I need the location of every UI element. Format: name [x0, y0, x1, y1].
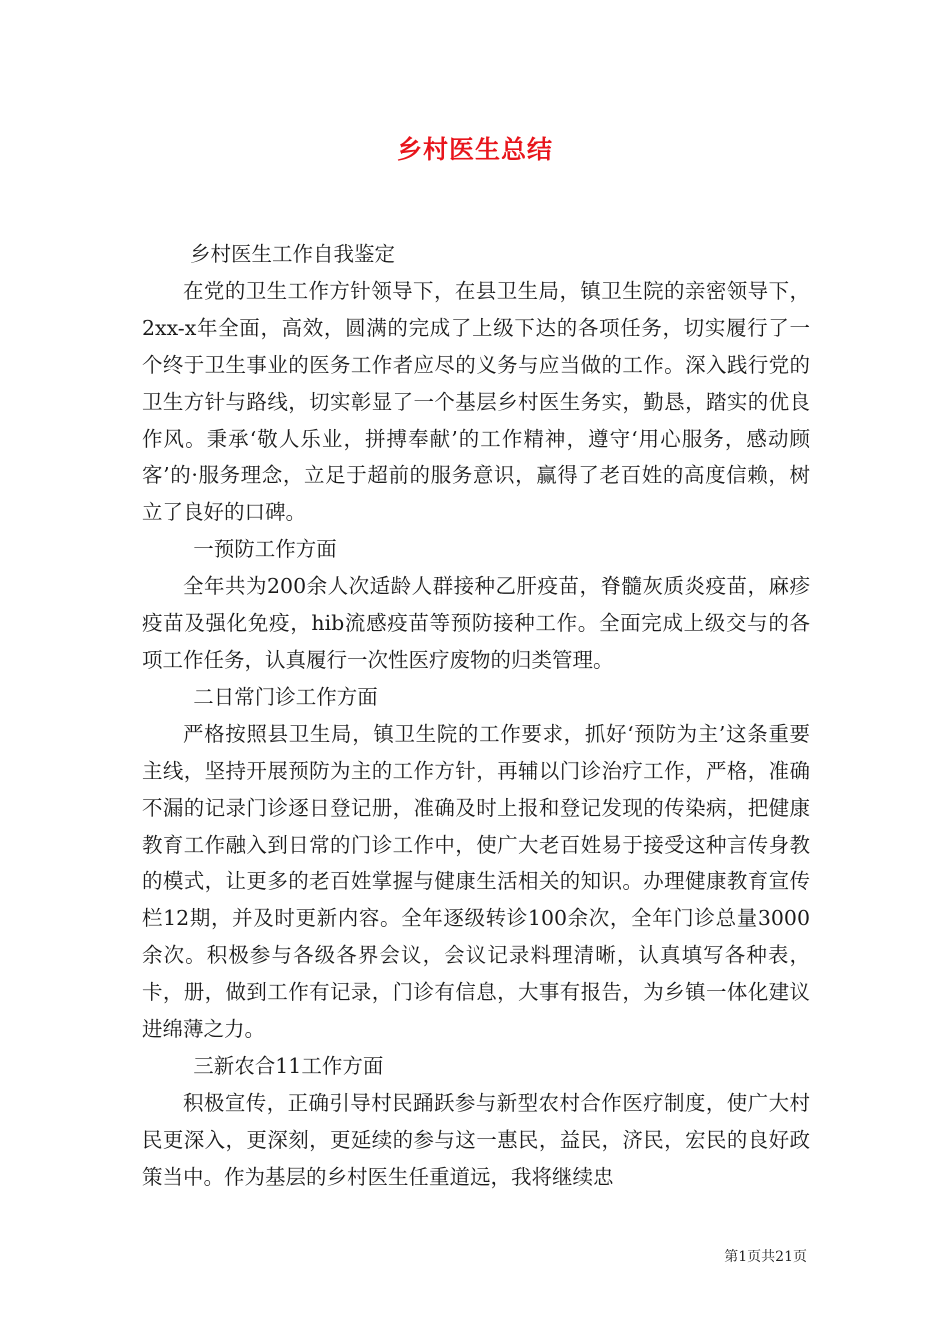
body-paragraph-clinic: 严格按照县卫生局，镇卫生院的工作要求，抓好‘预防为主’这条重要主线，坚持开展预防为主的工作方针，再辅以门诊治疗工作，严格，准确不漏的记录门诊逐日登记册，准确及时上报和登记发现的传染病，把健康教育工作融入到日常的门诊工作中，使广大老百姓易于接受这种言传身教的模式，让更多的老百姓掌握与健康生活相关的知识。办理健康教育宣传栏12期，并及时更新内容。全年逐级转诊100余次，全年门诊总量3000余次。积极参与各级各界会议，会议记录料理清晰，认真填写各种表，卡，册，做到工作有记录，门诊有信息，大事有报告，为乡镇一体化建议进绵薄之力。: [142, 721, 810, 1042]
body-paragraph-intro: 在党的卫生工作方针领导下，在县卫生局，镇卫生院的亲密领导下，2xx-x年全面，高效，圆满的完成了上级下达的各项任务，切实履行了一个终于卫生事业的医务工作者应尽的义务与应当做的工作。深入践行党的卫生方针与路线，切实彰显了一个基层乡村医生务实，勤恳，踏实的优良作风。秉承‘敬人乐业，拼搏奉献’的工作精神，遵守‘用心服务，感动顾客’的·服务理念，立足于超前的服务意识，赢得了老百姓的高度信赖，树立了良好的口碑。: [142, 278, 810, 525]
body-paragraph-prevention: 全年共为200余人次适龄人群接种乙肝疫苗，脊髓灰质炎疫苗，麻疹疫苗及强化免疫，hib流感疫苗等预防接种工作。全面完成上级交与的各项工作任务，认真履行一次性医疗废物的归类管理。: [142, 574, 810, 672]
section-heading-prevention: 一预防工作方面: [193, 537, 337, 562]
document-body: [142, 236, 810, 1196]
section-heading-rural-cooperative: 三新农合11工作方面: [193, 1053, 384, 1078]
section-heading-clinic: 二日常门诊工作方面: [193, 684, 378, 709]
page-number-footer: 第1页共21页: [724, 1249, 807, 1265]
page-title: 乡村医生总结: [396, 135, 553, 164]
body-paragraph-rural-cooperative: 积极宣传，正确引导村民踊跃参与新型农村合作医疗制度，使广大村民更深入，更深刻，更延续的参与这一惠民，益民，济民，宏民的良好政策当中。作为基层的乡村医生任重道远，我将继续忠: [142, 1090, 810, 1189]
subtitle-paragraph: 乡村医生工作自我鉴定: [190, 242, 395, 266]
